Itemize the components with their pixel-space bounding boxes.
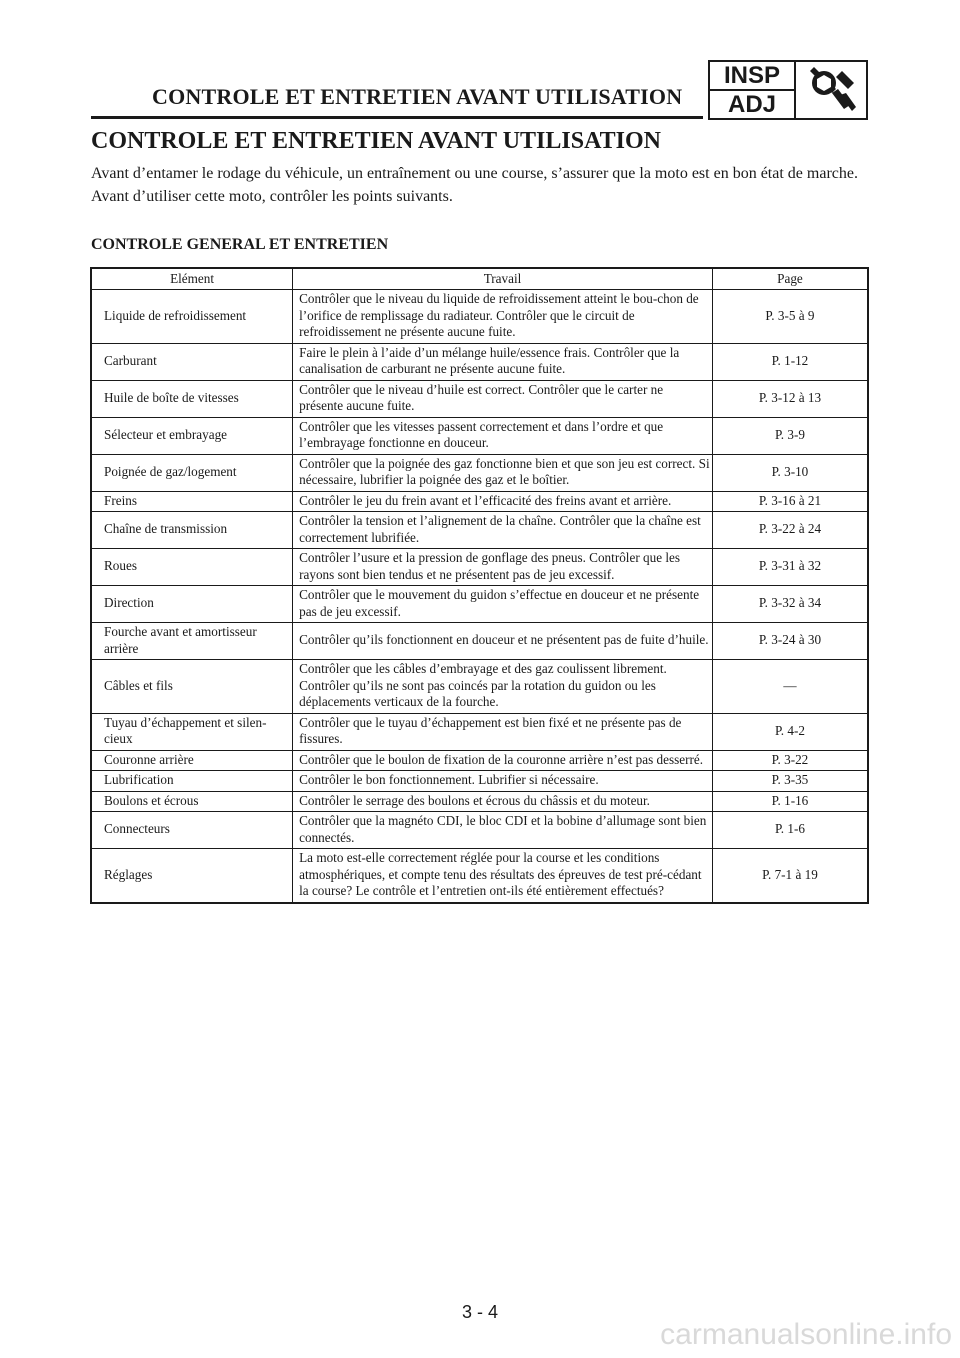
cell-element: Huile de boîte de vitesses <box>91 380 293 417</box>
header-title: CONTROLE ET ENTRETIEN AVANT UTILISATION <box>152 84 683 109</box>
table-row <box>91 454 868 491</box>
wrench-icon <box>796 62 866 118</box>
cell-work: Contrôler le jeu du frein avant et l’efficacité des freins avant et arrière. <box>293 491 713 512</box>
intro-paragraph-1: Avant d’entamer le rodage du véhicule, un entraînement ou une course, s’assurer que la moto est en bon état de marche. <box>91 165 858 182</box>
cell-work: Contrôler que la magnéto CDI, le bloc CDI et la bobine d’allumage sont bien connectés. <box>293 812 713 849</box>
header-work: Travail <box>293 268 713 290</box>
badge-insp-label: INSP <box>723 61 780 89</box>
cell-page: P. 3-35 <box>712 771 868 792</box>
badge-adj-label: ADJ <box>727 90 776 118</box>
cell-work: Contrôler que le niveau d’huile est correct. Contrôler que le carter ne présente aucune fuite. <box>293 380 713 417</box>
cell-page: P. 3-24 à 30 <box>712 623 868 660</box>
cell-work: Contrôler que le mouvement du guidon s’effectue en douceur et ne présente pas de jeu excessif. <box>293 586 713 623</box>
cell-element: Sélecteur et embrayage <box>91 417 293 454</box>
cell-element: Carburant <box>91 343 293 380</box>
cell-element: Roues <box>91 549 293 586</box>
table-row <box>91 771 868 792</box>
cell-work: Contrôler qu’ils fonctionnent en douceur et ne présentent pas de fuite d’huile. <box>293 623 713 660</box>
watermark: carmanualsonline.info <box>660 1318 952 1351</box>
page-number: 3 - 4 <box>461 1302 499 1322</box>
cell-element: Freins <box>91 491 293 512</box>
intro-text <box>91 162 871 208</box>
cell-work: Contrôler le bon fonctionnement. Lubrifier si nécessaire. <box>293 771 713 792</box>
table-row <box>91 586 868 623</box>
cell-page: P. 3-9 <box>712 417 868 454</box>
cell-work: Contrôler que la poignée des gaz fonctionne bien et que son jeu est correct. Si nécessaire, lubrifier la poignée des gaz et le boîtier. <box>293 454 713 491</box>
cell-work: Contrôler que les vitesses passent correctement et dans l’ordre et que l’embrayage fonctionne en douceur. <box>293 417 713 454</box>
cell-work: Contrôler le serrage des boulons et écrous du châssis et du moteur. <box>293 791 713 812</box>
maintenance-table <box>90 267 869 904</box>
cell-element: Chaîne de transmission <box>91 512 293 549</box>
cell-element: Liquide de refroidissement <box>91 290 293 344</box>
table-row <box>91 849 868 903</box>
intro-paragraph-2: Avant d’utiliser cette moto, contrôler les points suivants. <box>91 188 453 205</box>
cell-element: Lubrification <box>91 771 293 792</box>
header-rule <box>91 116 703 119</box>
cell-work: Contrôler que le boulon de fixation de la couronne arrière n’est pas desserré. <box>293 750 713 771</box>
cell-element: Fourche avant et amortisseur arrière <box>91 623 293 660</box>
badge-text-block <box>710 62 796 118</box>
cell-page: P. 3-32 à 34 <box>712 586 868 623</box>
cell-page: P. 1-12 <box>712 343 868 380</box>
cell-page: — <box>712 660 868 714</box>
table-row <box>91 417 868 454</box>
cell-page: P. 4-2 <box>712 713 868 750</box>
table-row <box>91 380 868 417</box>
cell-element: Tuyau d’échappement et silen-cieux <box>91 713 293 750</box>
insp-adj-badge <box>708 60 868 120</box>
table-row <box>91 623 868 660</box>
cell-work: Contrôler la tension et l’alignement de la chaîne. Contrôler que la chaîne est correctement lubrifiée. <box>293 512 713 549</box>
table-row <box>91 812 868 849</box>
cell-element: Boulons et écrous <box>91 791 293 812</box>
cell-page: P. 3-12 à 13 <box>712 380 868 417</box>
cell-page: P. 3-22 à 24 <box>712 512 868 549</box>
table-header-row <box>91 268 868 290</box>
cell-element: Poignée de gaz/logement <box>91 454 293 491</box>
cell-work: Contrôler que le niveau du liquide de refroidissement atteint le bou-chon de l’orifice de remplissage du radiateur. Contrôler que le circuit de refroidissement ne présente aucune fuite. <box>293 290 713 344</box>
cell-work: Contrôler l’usure et la pression de gonflage des pneus. Contrôler que les rayons sont bien tendus et ne présentent pas de jeu excessif. <box>293 549 713 586</box>
header-page: Page <box>712 268 868 290</box>
page-title: CONTROLE ET ENTRETIEN AVANT UTILISATION <box>91 128 661 154</box>
cell-element: Direction <box>91 586 293 623</box>
table-row <box>91 512 868 549</box>
cell-page: P. 1-16 <box>712 791 868 812</box>
cell-page: P. 7-1 à 19 <box>712 849 868 903</box>
header-element: Elément <box>91 268 293 290</box>
table-row <box>91 290 868 344</box>
cell-work: Contrôler que le tuyau d’échappement est bien fixé et ne présente pas de fissures. <box>293 713 713 750</box>
cell-work: Contrôler que les câbles d’embrayage et des gaz coulissent librement. Contrôler qu’ils ne sont pas coincés par la rotation du guidon ou les déplacements verticaux de la fourche. <box>293 660 713 714</box>
cell-page: P. 1-6 <box>712 812 868 849</box>
cell-element: Câbles et fils <box>91 660 293 714</box>
table-row <box>91 660 868 714</box>
cell-work: La moto est-elle correctement réglée pour la course et les conditions atmosphériques, et compte tenu des résultats des épreuves de test pré-cédant la course? Le contrôle et l’entretien ont-ils été entièrement effectués? <box>293 849 713 903</box>
table-row <box>91 343 868 380</box>
section-title: CONTROLE GENERAL ET ENTRETIEN <box>91 236 389 253</box>
table-row <box>91 791 868 812</box>
cell-page: P. 3-22 <box>712 750 868 771</box>
cell-work: Faire le plein à l’aide d’un mélange huile/essence frais. Contrôler que la canalisation de carburant ne présente aucune fuite. <box>293 343 713 380</box>
cell-element: Réglages <box>91 849 293 903</box>
cell-page: P. 3-5 à 9 <box>712 290 868 344</box>
cell-page: P. 3-31 à 32 <box>712 549 868 586</box>
cell-element: Connecteurs <box>91 812 293 849</box>
table-row <box>91 713 868 750</box>
cell-page: P. 3-16 à 21 <box>712 491 868 512</box>
cell-element: Couronne arrière <box>91 750 293 771</box>
cell-page: P. 3-10 <box>712 454 868 491</box>
table-row <box>91 549 868 586</box>
table-row <box>91 491 868 512</box>
table-row <box>91 750 868 771</box>
